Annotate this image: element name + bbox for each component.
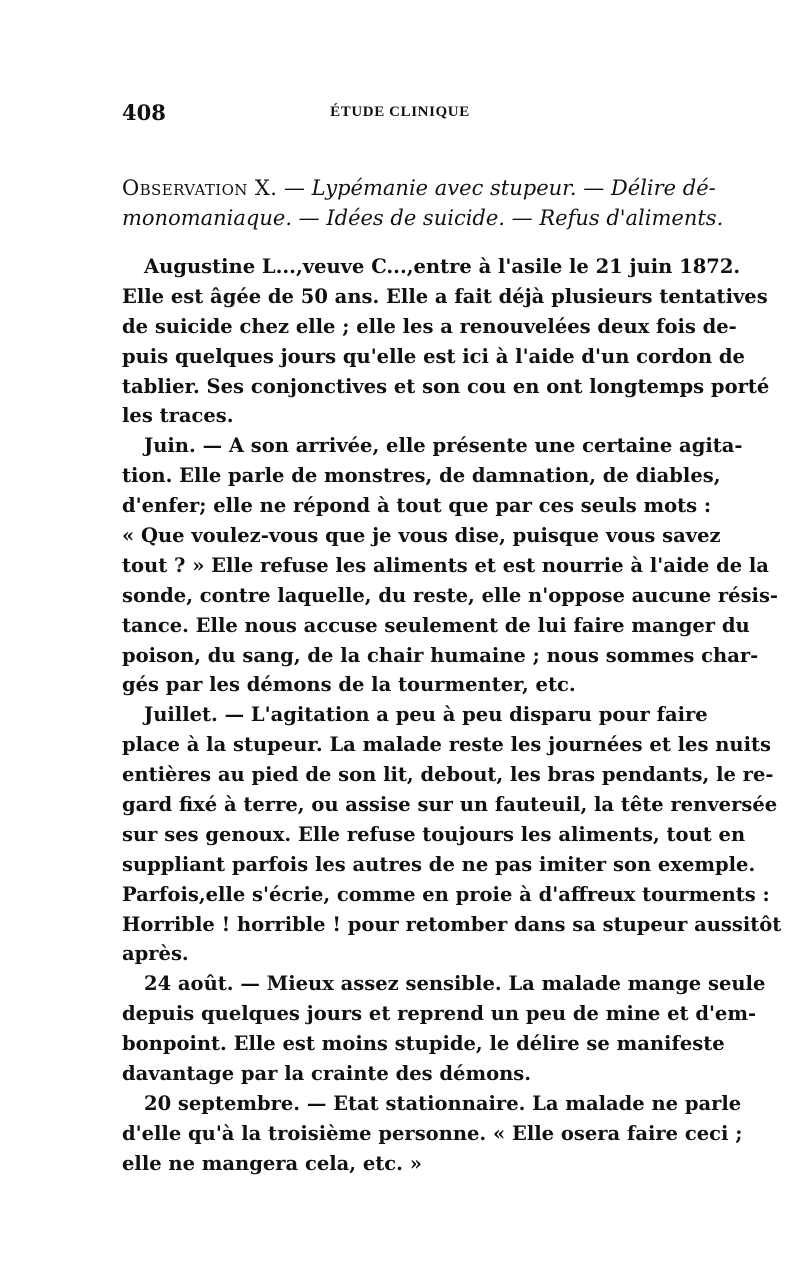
text-line: après. (122, 942, 189, 966)
observation-heading-line-2 (122, 202, 724, 232)
text-line: puis quelques jours qu'elle est ici à l'aide d'un cordon de (122, 344, 745, 368)
text-line: sonde, contre laquelle, du reste, elle n'oppose aucune résis- (122, 583, 779, 607)
text-line: d'elle qu'à la troisième personne. « Elle osera faire ceci ; (122, 1121, 743, 1145)
text-line: 24 août. — Mieux assez sensible. La malade mange seule (144, 972, 766, 996)
text-line: Juin. — A son arrivée, elle présente une certaine agita- (144, 434, 743, 458)
text-line: bonpoint. Elle est moins stupide, le délire se manifeste (122, 1032, 725, 1056)
page-number: 408 (122, 100, 166, 125)
text-line: place à la stupeur. La malade reste les journées et les nuits (122, 733, 771, 757)
text-line: les traces. (122, 404, 234, 428)
observation-heading-line-1 (122, 172, 716, 202)
text-line: entières au pied de son lit, debout, les bras pendants, le re- (122, 763, 774, 787)
observation-subtitle: monomaniaque. — Idées de suicide. — Refus d'aliments. (122, 205, 724, 230)
text-line: tance. Elle nous accuse seulement de lui faire manger du (122, 613, 750, 637)
body-text (122, 252, 782, 1179)
text-line: 20 septembre. — Etat stationnaire. La malade ne parle (144, 1091, 742, 1115)
text-line: Augustine L...,veuve C...,entre à l'asile le 21 juin 1872. (144, 255, 741, 278)
text-line: de suicide chez elle ; elle les a renouvelées deux fois de- (122, 314, 737, 338)
text-line: tion. Elle parle de monstres, de damnation, de diables, (122, 464, 721, 488)
observation-title-continued: Délire dé- (610, 176, 716, 200)
text-line: elle ne mangera cela, etc. » (122, 1151, 422, 1175)
heading-dash-2: — (576, 176, 611, 200)
text-line: Elle est âgée de 50 ans. Elle a fait déjà plusieurs tentatives (122, 284, 768, 308)
text-line: tout ? » Elle refuse les aliments et est nourrie à l'aide de la (122, 553, 769, 577)
text-line: depuis quelques jours et reprend un peu de mine et d'em- (122, 1002, 757, 1026)
text-line: gés par les démons de la tourmenter, etc. (122, 673, 576, 697)
text-line: davantage par la crainte des démons. (122, 1062, 532, 1086)
text-line: suppliant parfois les autres de ne pas imiter son exemple. (122, 852, 756, 876)
text-line: Parfois,elle s'écrie, comme en proie à d'affreux tourments : (122, 882, 770, 906)
heading-dash-1: — (277, 176, 312, 200)
running-title: ÉTUDE CLINIQUE (330, 104, 470, 120)
text-line: gard fixé à terre, ou assise sur un fauteuil, la tête renversée (122, 793, 778, 817)
text-line: tablier. Ses conjonctives et son cou en ont longtemps porté (122, 374, 770, 398)
page-header (122, 100, 678, 130)
observation-title: Lypémanie avec stupeur. (311, 176, 577, 200)
observation-heading (122, 172, 724, 232)
text-line: d'enfer; elle ne répond à tout que par ces seuls mots : (122, 494, 712, 518)
text-line: Juillet. — L'agitation a peu à peu disparu pour faire (144, 703, 708, 727)
text-line: « Que voulez-vous que je vous dise, puisque vous savez (122, 524, 721, 548)
text-line: sur ses genoux. Elle refuse toujours les aliments, tout en (122, 822, 746, 846)
text-line: poison, du sang, de la chair humaine ; nous sommes char- (122, 643, 759, 667)
observation-label: Observation X. (122, 176, 278, 200)
text-line: Horrible ! horrible ! pour retomber dans sa stupeur aussitôt (122, 912, 782, 936)
